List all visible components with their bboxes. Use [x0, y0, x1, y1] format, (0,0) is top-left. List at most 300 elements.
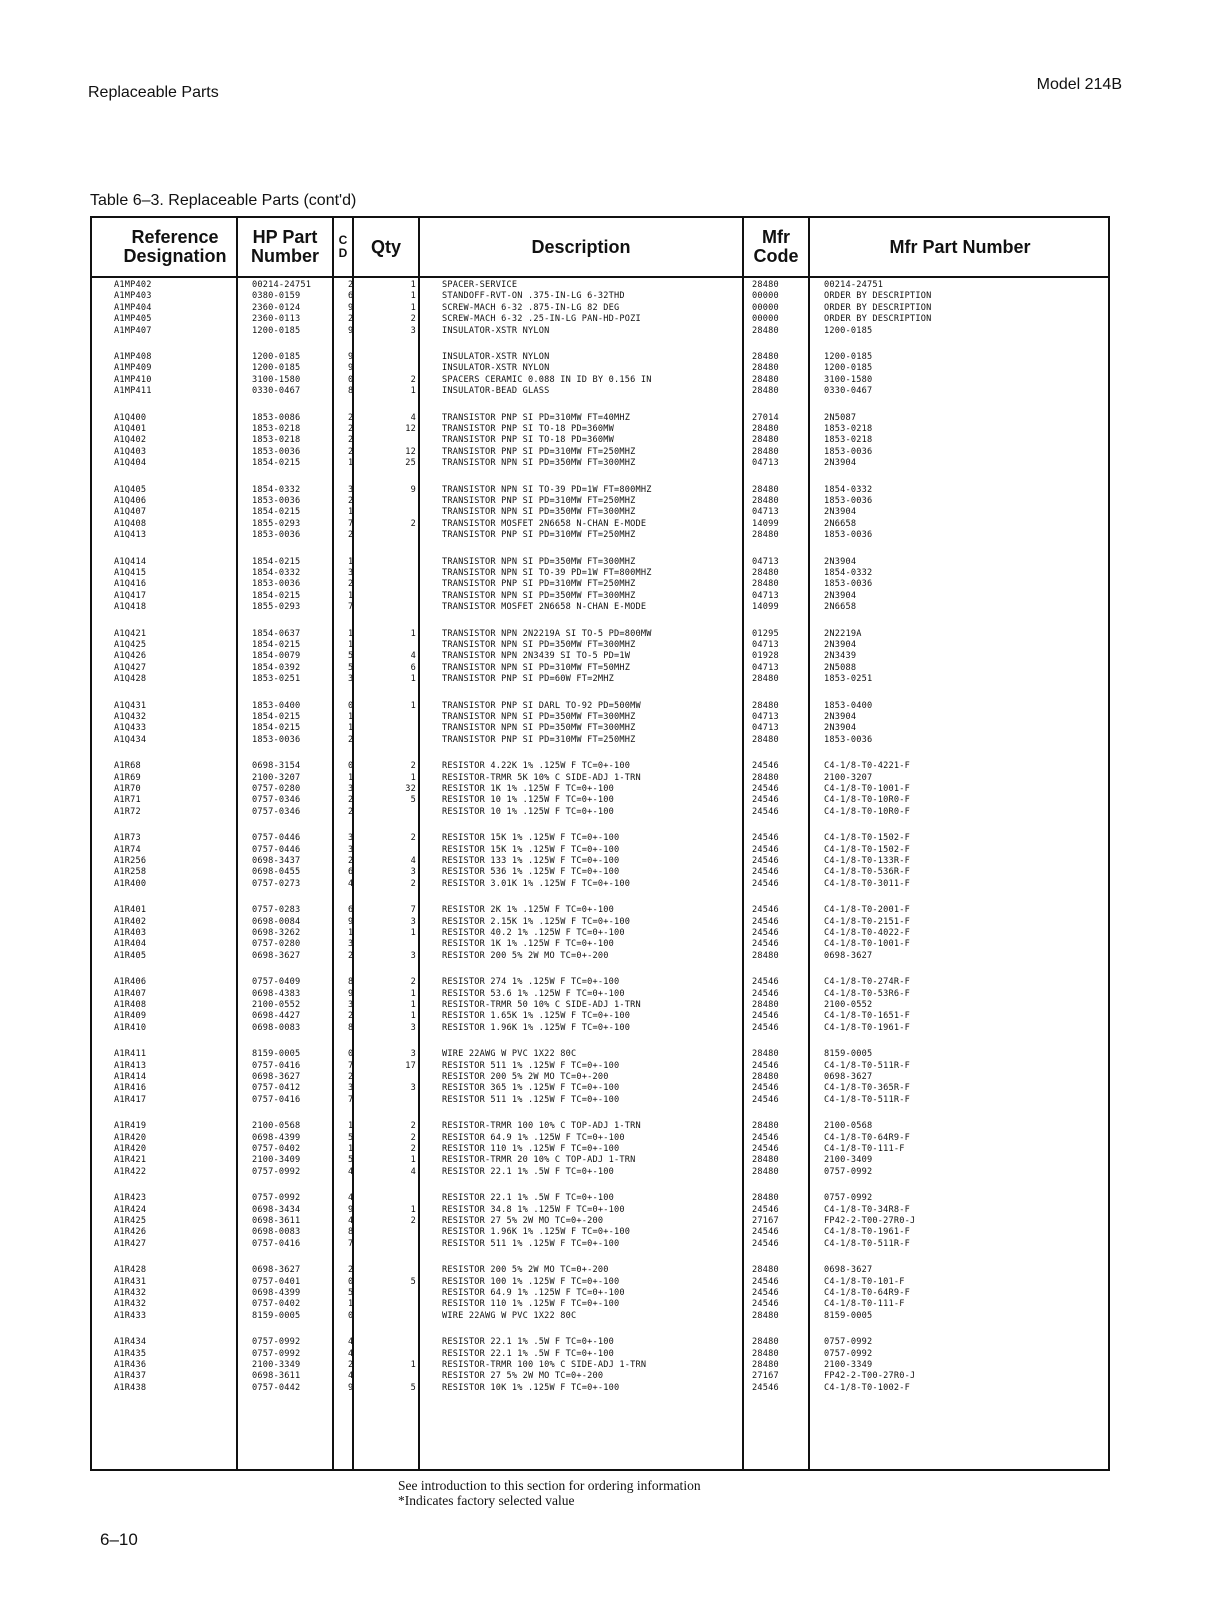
table-cell: INSULATOR-BEAD GLASS — [442, 386, 550, 397]
table-cell: 3 — [410, 1049, 416, 1060]
table-cell: 0757-0402 — [252, 1299, 301, 1310]
table-cell: 0698-3434 — [252, 1204, 301, 1215]
table-cell: A1R403 — [114, 927, 147, 938]
table-cell: FP42-2-T00-27R0-J — [824, 1215, 916, 1226]
table-cell: 4 — [348, 1348, 354, 1359]
table-cell: A1Q405 — [114, 484, 147, 495]
header-mfr-part-number: Mfr Part Number — [889, 236, 1031, 257]
qty-cell — [392, 761, 416, 818]
table-cell: A1R408 — [114, 999, 147, 1010]
table-cell: 2 — [348, 495, 354, 506]
table-cell: 6 — [348, 291, 354, 302]
table-cell: 1 — [348, 1143, 354, 1154]
table-cell: 0757-0402 — [252, 1143, 301, 1154]
table-cell: 2N3904 — [824, 723, 857, 734]
table-cell: RESISTOR 15K 1% .125W F TC=0+-100 — [442, 844, 620, 855]
table-cell: C4-1/8-T0-1002-F — [824, 1382, 910, 1393]
table-cell: TRANSISTOR NPN SI PD=350MW FT=300MHZ — [442, 723, 636, 734]
table-cell: A1Q401 — [114, 423, 147, 434]
table-cell: 0757-0992 — [824, 1166, 873, 1177]
table-cell: TRANSISTOR NPN SI PD=350MW FT=300MHZ — [442, 590, 636, 601]
table-cell: 7 — [348, 602, 354, 613]
table-cell: 4 — [348, 1166, 354, 1177]
hp-part-number-cell — [252, 557, 300, 614]
table-cell — [392, 712, 416, 723]
reference-designation-cell — [114, 557, 146, 614]
table-cell: RESISTOR 40.2 1% .125W F TC=0+-100 — [442, 927, 625, 938]
table-cell — [392, 1239, 416, 1250]
table-cell: C4-1/8-T0-3011-F — [824, 878, 910, 889]
table-cell: A1R419 — [114, 1121, 147, 1132]
table-cell: RESISTOR 10 1% .125W F TC=0+-100 — [442, 806, 614, 817]
table-cell: 3 — [410, 1022, 416, 1033]
table-cell: 9 — [348, 988, 354, 999]
table-cell: 1853-0218 — [824, 435, 873, 446]
description-cell — [442, 905, 630, 962]
mfr-code-cell — [752, 1265, 779, 1322]
table-cell: 0757-0283 — [252, 905, 301, 916]
table-cell: 8 — [348, 1227, 354, 1238]
table-cell: 0698-4399 — [252, 1132, 301, 1143]
table-cell: 1200-0185 — [252, 325, 301, 336]
table-cell: 1853-0251 — [824, 674, 873, 685]
table-cell: 24546 — [752, 795, 779, 806]
description-cell — [442, 557, 652, 614]
parts-table — [90, 216, 1110, 1471]
table-cell: A1Q415 — [114, 567, 147, 578]
table-cell: 3 — [410, 1083, 416, 1094]
table-cell: 9 — [348, 1382, 354, 1393]
table-cell: 1 — [348, 772, 354, 783]
table-cell: C4-1/8-T0-1961-F — [824, 1022, 910, 1033]
table-cell: A1R420 — [114, 1132, 147, 1143]
table-cell: C4-1/8-T0-511R-F — [824, 1238, 910, 1249]
qty-cell — [392, 413, 416, 470]
table-cell: C4-1/8-T0-64R9-F — [824, 1132, 910, 1143]
table-cell: 24546 — [752, 1094, 779, 1105]
table-cell: 2100-3349 — [824, 1359, 873, 1370]
table-cell: 1200-0185 — [824, 363, 873, 374]
description-cell — [442, 1337, 646, 1394]
table-cell: SPACERS CERAMIC 0.088 IN ID BY 0.156 IN — [442, 374, 652, 385]
table-cell: TRANSISTOR MOSFET 2N6658 N-CHAN E-MODE — [442, 602, 647, 613]
table-cell: A1R433 — [114, 1310, 147, 1321]
table-cell: A1R69 — [114, 772, 141, 783]
table-cell: 2100-3207 — [824, 772, 873, 783]
table-cell: C4-1/8-T0-111-F — [824, 1143, 905, 1154]
table-cell: RESISTOR 64.9 1% .125W F TC=0+-100 — [442, 1132, 625, 1143]
table-cell: TRANSISTOR NPN SI PD=310MW FT=50MHZ — [442, 662, 631, 673]
table-cell: RESISTOR 511 1% .125W F TC=0+-100 — [442, 1238, 620, 1249]
mfr-part-number-cell — [824, 1049, 910, 1106]
table-cell: 1853-0036 — [252, 530, 301, 541]
table-cell: 1853-0218 — [824, 423, 873, 434]
table-cell: 2100-3409 — [252, 1155, 301, 1166]
table-cell — [392, 1265, 416, 1276]
table-cell: 2N3904 — [824, 556, 857, 567]
table-cell: 24546 — [752, 927, 779, 938]
table-cell: 2N3439 — [824, 651, 857, 662]
table-cell: 1853-0036 — [252, 734, 301, 745]
table-cell: 8159-0005 — [824, 1049, 873, 1060]
table-cell: C4-1/8-T0-111-F — [824, 1299, 905, 1310]
table-cell: A1R432 — [114, 1299, 147, 1310]
table-cell: 1854-0079 — [252, 651, 301, 662]
table-cell: 28480 — [752, 1348, 779, 1359]
table-cell: 2N3904 — [824, 639, 857, 650]
qty-cell — [392, 701, 416, 747]
table-cell: A1R434 — [114, 1337, 147, 1348]
hp-part-number-cell — [252, 1337, 300, 1394]
table-cell: 27014 — [752, 412, 779, 423]
table-cell: WIRE 22AWG W PVC 1X22 80C — [442, 1310, 577, 1321]
table-cell: 9 — [348, 352, 354, 362]
table-cell: RESISTOR 4.22K 1% .125W F TC=0+-100 — [442, 761, 631, 772]
table-cell: A1Q425 — [114, 639, 147, 650]
table-cell: 24546 — [752, 761, 779, 772]
table-cell: 1855-0293 — [252, 602, 301, 613]
table-cell: TRANSISTOR PNP SI TO-18 PD=360MW — [442, 435, 614, 446]
table-cell — [392, 363, 416, 374]
table-cell: 2 — [410, 374, 416, 385]
reference-designation-cell — [114, 1193, 146, 1250]
table-cell: 28480 — [752, 950, 779, 961]
table-cell: 1853-0036 — [252, 579, 301, 590]
table-cell: 0757-0401 — [252, 1276, 301, 1287]
table-cell: 6 — [348, 905, 354, 916]
table-cell: 1854-0332 — [252, 567, 301, 578]
table-cell: 3 — [348, 674, 354, 685]
table-cell: A1Q413 — [114, 530, 147, 541]
table-cell: 2 — [348, 950, 354, 961]
table-cell: TRANSISTOR PNP SI PD=310MW FT=250MHZ — [442, 530, 636, 541]
table-cell: 24546 — [752, 878, 779, 889]
qty-cell — [392, 1265, 416, 1322]
table-cell: 2N5087 — [824, 412, 857, 423]
table-cell: 9 — [348, 325, 354, 336]
table-cell: RESISTOR 511 1% .125W F TC=0+-100 — [442, 1094, 620, 1105]
table-cell: 04713 — [752, 556, 779, 567]
table-cell: 24546 — [752, 867, 779, 878]
table-cell: 1853-0036 — [252, 495, 301, 506]
table-cell: 1 — [410, 1011, 416, 1022]
table-cell: RESISTOR 536 1% .125W F TC=0+-100 — [442, 867, 620, 878]
table-cell: 8159-0005 — [252, 1310, 301, 1321]
table-cell: 24546 — [752, 833, 779, 844]
qty-cell — [392, 629, 416, 686]
qty-cell — [392, 1049, 416, 1106]
mfr-part-number-cell — [824, 1121, 910, 1178]
table-cell: A1Q432 — [114, 711, 147, 722]
table-cell: A1R258 — [114, 867, 147, 878]
table-cell: 24546 — [752, 1060, 779, 1071]
table-cell: A1Q426 — [114, 651, 147, 662]
table-cell: 12 — [405, 423, 416, 434]
table-cell: 28480 — [752, 567, 779, 578]
table-cell: 0757-0442 — [252, 1382, 301, 1393]
reference-designation-cell — [114, 1121, 146, 1178]
table-cell: 9 — [410, 484, 416, 495]
table-cell: 1 — [348, 507, 354, 518]
table-cell: TRANSISTOR NPN SI PD=350MW FT=300MHZ — [442, 458, 636, 469]
table-cell: RESISTOR 110 1% .125W F TC=0+-100 — [442, 1143, 620, 1154]
reference-designation-cell — [114, 352, 152, 398]
table-cell: 24546 — [752, 1022, 779, 1033]
mfr-code-cell — [752, 833, 779, 890]
table-cell: 0698-3627 — [252, 950, 301, 961]
table-cell: 24546 — [752, 1299, 779, 1310]
table-cell: 1 — [348, 927, 354, 938]
table-cell: 28480 — [752, 374, 779, 385]
table-cell: 0757-0992 — [252, 1348, 301, 1359]
table-cell: A1Q408 — [114, 518, 147, 529]
table-cell: 28480 — [752, 325, 779, 336]
table-cell: RESISTOR 200 5% 2W MO TC=0+-200 — [442, 1265, 609, 1276]
header-reference-designation: Reference Designation — [123, 227, 227, 266]
table-cell: 1 — [348, 723, 354, 734]
table-cell: RESISTOR 2K 1% .125W F TC=0+-100 — [442, 905, 614, 916]
table-cell: 2360-0113 — [252, 314, 301, 325]
table-cell: A1R71 — [114, 795, 141, 806]
reference-designation-cell — [114, 977, 146, 1034]
table-cell: A1R422 — [114, 1166, 147, 1177]
table-cell: 1 — [410, 302, 416, 313]
table-cell: 14099 — [752, 518, 779, 529]
mfr-part-number-cell — [824, 701, 872, 747]
table-cell: 2N3904 — [824, 507, 857, 518]
table-cell: 0698-3611 — [252, 1371, 301, 1382]
table-cell: 24546 — [752, 916, 779, 927]
table-cell: 2 — [348, 435, 354, 446]
header-check-digit: C D — [338, 233, 348, 260]
table-cell: 1853-0218 — [252, 423, 301, 434]
hp-part-number-cell — [252, 833, 300, 890]
table-cell: 0757-0446 — [252, 833, 301, 844]
table-cell: C4-1/8-T0-365R-F — [824, 1083, 910, 1094]
qty-cell — [392, 280, 416, 337]
table-cell: 1854-0332 — [824, 484, 873, 495]
table-cell: TRANSISTOR NPN 2N3439 SI TO-5 PD=1W — [442, 651, 631, 662]
table-cell: 32 — [405, 783, 416, 794]
table-cell: A1MP402 — [114, 280, 152, 290]
table-cell: 1854-0215 — [252, 458, 301, 469]
table-cell: 00214-24751 — [252, 280, 312, 290]
table-cell: RESISTOR 200 5% 2W MO TC=0+-200 — [442, 1071, 609, 1082]
table-cell: RESISTOR 15K 1% .125W F TC=0+-100 — [442, 833, 620, 844]
table-cell: 2 — [348, 423, 354, 434]
table-cell: 0380-0159 — [252, 291, 301, 302]
table-cell: 2100-3207 — [252, 772, 301, 783]
table-cell — [392, 1371, 416, 1382]
table-cell: 1200-0185 — [824, 352, 873, 362]
table-cell: 1853-0036 — [824, 495, 873, 506]
table-cell: 2 — [410, 977, 416, 988]
table-cell: 28480 — [752, 423, 779, 434]
table-cell — [392, 1337, 416, 1348]
hp-part-number-cell — [252, 1265, 300, 1322]
table-cell: A1R411 — [114, 1049, 147, 1060]
table-cell: 7 — [348, 1060, 354, 1071]
table-cell: 04713 — [752, 590, 779, 601]
table-cell: 0 — [348, 1276, 354, 1287]
mfr-code-cell — [752, 1049, 779, 1106]
table-cell: RESISTOR 200 5% 2W MO TC=0+-200 — [442, 950, 609, 961]
table-cell: 0698-3262 — [252, 927, 301, 938]
table-cell: TRANSISTOR PNP SI PD=60W FT=2MHZ — [442, 674, 614, 685]
table-cell: 2N3904 — [824, 711, 857, 722]
table-cell: INSULATOR-XSTR NYLON — [442, 325, 550, 336]
table-cell: 0698-0455 — [252, 867, 301, 878]
table-cell: 24546 — [752, 1132, 779, 1143]
qty-cell — [392, 1121, 416, 1178]
table-cell: 8 — [348, 1022, 354, 1033]
table-cell — [392, 723, 416, 734]
table-cell: 1854-0637 — [252, 628, 301, 639]
table-cell: 2 — [348, 579, 354, 590]
table-cell: 24546 — [752, 905, 779, 916]
table-cell: A1R427 — [114, 1238, 147, 1249]
table-cell: A1R400 — [114, 878, 147, 889]
table-cell: 5 — [410, 1276, 416, 1287]
table-body — [92, 280, 1108, 1469]
table-cell: 0 — [348, 1310, 354, 1321]
table-cell: 0757-0416 — [252, 1060, 301, 1071]
reference-designation-cell — [114, 701, 146, 747]
table-cell: 28480 — [752, 1071, 779, 1082]
table-cell: 2 — [348, 314, 354, 325]
table-cell: 4 — [348, 1193, 354, 1204]
table-cell: 0757-0409 — [252, 977, 301, 988]
table-cell: RESISTOR 1.65K 1% .125W F TC=0+-100 — [442, 1011, 631, 1022]
table-cell: 0698-3611 — [252, 1215, 301, 1226]
table-cell: 4 — [410, 1166, 416, 1177]
table-cell: 8 — [348, 977, 354, 988]
table-cell: 24546 — [752, 988, 779, 999]
mfr-part-number-cell — [824, 413, 872, 470]
table-cell: 2360-0124 — [252, 302, 301, 313]
hp-part-number-cell — [252, 629, 300, 686]
table-cell: RESISTOR 27 5% 2W MO TC=0+-200 — [442, 1371, 604, 1382]
table-cell: 2 — [348, 734, 354, 745]
table-cell — [392, 435, 416, 446]
table-cell: INSULATOR-XSTR NYLON — [442, 352, 550, 362]
check-digit-cell — [348, 761, 353, 818]
table-cell — [392, 579, 416, 590]
reference-designation-cell — [114, 761, 141, 818]
check-digit-cell — [348, 1121, 353, 1178]
table-cell: RESISTOR 1.96K 1% .125W F TC=0+-100 — [442, 1227, 631, 1238]
hp-part-number-cell — [252, 1193, 300, 1250]
table-cell: A1MP405 — [114, 314, 152, 325]
table-cell: ORDER BY DESCRIPTION — [824, 291, 932, 302]
table-cell: RESISTOR 1K 1% .125W F TC=0+-100 — [442, 939, 614, 950]
table-cell: A1MP407 — [114, 325, 152, 336]
table-cell: 2 — [410, 878, 416, 889]
table-cell: 9 — [348, 363, 354, 374]
table-cell: 0698-3627 — [252, 1071, 301, 1082]
table-cell: 04713 — [752, 662, 779, 673]
table-cell: 0698-4427 — [252, 1011, 301, 1022]
header-hp-part-number: HP Part Number — [250, 227, 319, 266]
table-cell: 24546 — [752, 1287, 779, 1298]
table-cell: 14099 — [752, 602, 779, 613]
table-cell: 5 — [410, 795, 416, 806]
table-cell: RESISTOR 274 1% .125W F TC=0+-100 — [442, 977, 620, 988]
description-cell — [442, 485, 652, 542]
table-cell: 24546 — [752, 1382, 779, 1393]
table-cell: 24546 — [752, 1227, 779, 1238]
table-cell: 1853-0218 — [252, 435, 301, 446]
table-cell: TRANSISTOR PNP SI PD=310MW FT=250MHZ — [442, 446, 636, 457]
table-cell: 4 — [410, 651, 416, 662]
table-cell: 27167 — [752, 1371, 779, 1382]
table-cell: 1 — [410, 674, 416, 685]
table-cell: 2 — [410, 1215, 416, 1226]
table-cell — [392, 807, 416, 818]
table-cell: A1MP409 — [114, 363, 152, 374]
table-cell — [392, 735, 416, 746]
check-digit-cell — [348, 1265, 353, 1322]
table-cell: A1R417 — [114, 1094, 147, 1105]
table-cell: 1 — [348, 1299, 354, 1310]
table-cell: RESISTOR 10K 1% .125W F TC=0+-100 — [442, 1382, 620, 1393]
table-cell: 2100-0552 — [824, 999, 873, 1010]
table-cell: A1R404 — [114, 939, 147, 950]
table-cell: A1R437 — [114, 1371, 147, 1382]
table-cell: 04713 — [752, 639, 779, 650]
table-cell: 0698-3627 — [824, 1071, 873, 1082]
table-cell: 2 — [348, 446, 354, 457]
table-cell: A1Q402 — [114, 435, 147, 446]
table-cell: 28480 — [752, 352, 779, 362]
table-cell: 1853-0086 — [252, 412, 301, 423]
table-cell: 4 — [348, 1215, 354, 1226]
table-cell: A1MP404 — [114, 302, 152, 313]
table-cell: 1854-0215 — [252, 556, 301, 567]
hp-part-number-cell — [252, 977, 300, 1034]
table-cell: 24546 — [752, 855, 779, 866]
table-cell: 24546 — [752, 844, 779, 855]
table-cell — [392, 845, 416, 856]
table-cell: 1 — [348, 1121, 354, 1132]
table-cell: 1 — [410, 999, 416, 1010]
reference-designation-cell — [114, 1265, 146, 1322]
table-cell: A1MP411 — [114, 386, 152, 397]
table-cell: 3 — [348, 484, 354, 495]
table-cell: C4-1/8-T0-1001-F — [824, 783, 910, 794]
table-cell: A1R410 — [114, 1022, 147, 1033]
table-cell: 3100-1580 — [252, 374, 301, 385]
header-description: Description — [531, 236, 631, 257]
table-cell: 3 — [348, 783, 354, 794]
table-cell: 0698-4383 — [252, 988, 301, 999]
table-cell: A1R435 — [114, 1348, 147, 1359]
table-cell: 0757-0412 — [252, 1083, 301, 1094]
table-cell: 28480 — [752, 530, 779, 541]
table-cell: 3 — [410, 950, 416, 961]
table-cell: 2100-0552 — [252, 999, 301, 1010]
table-cell: A1R424 — [114, 1204, 147, 1215]
table-cell: 2 — [348, 1011, 354, 1022]
mfr-part-number-cell — [824, 280, 931, 337]
hp-part-number-cell — [252, 413, 300, 470]
table-title: Table 6–3. Replaceable Parts (cont'd) — [90, 192, 357, 209]
table-cell: 24546 — [752, 1083, 779, 1094]
table-cell: C4-1/8-T0-511R-F — [824, 1094, 910, 1105]
table-cell: 28480 — [752, 435, 779, 446]
table-cell: C4-1/8-T0-511R-F — [824, 1060, 910, 1071]
table-cell: C4-1/8-T0-274R-F — [824, 977, 910, 988]
